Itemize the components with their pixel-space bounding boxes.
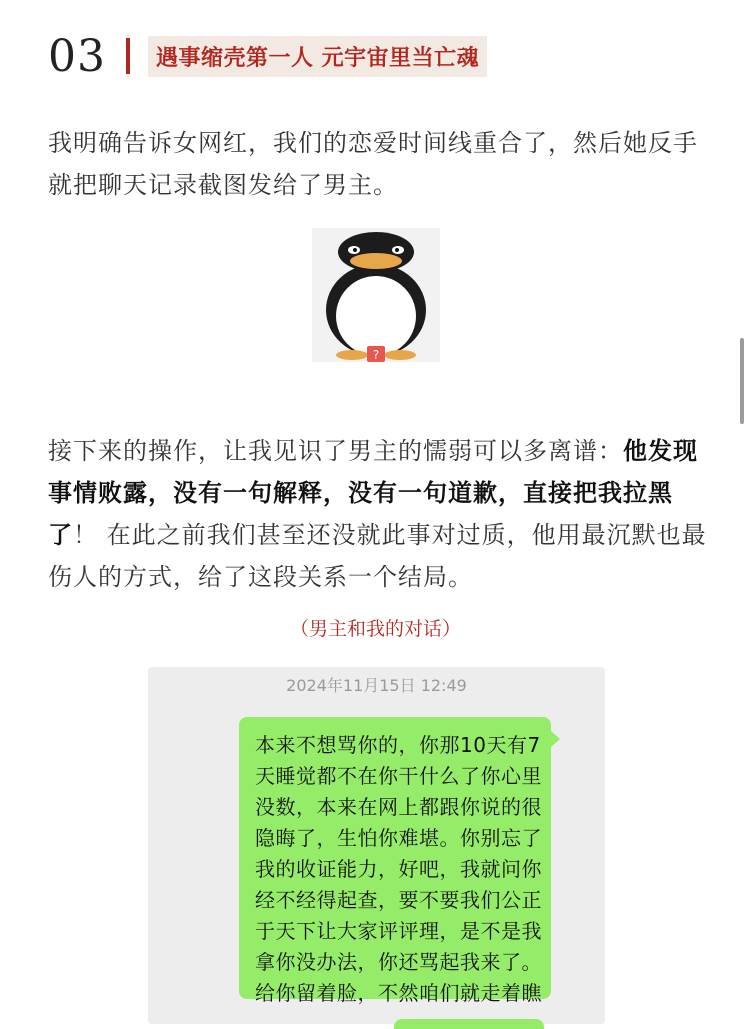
paragraph-1: 我明确告诉女网红，我们的恋爱时间线重合了，然后她反手就把聊天记录截图发给了男主。: [48, 129, 698, 199]
chat-message-bubble: 本来不想骂你的，你那10天有7天睡觉都不在你干什么了你心里没数，本来在网上都跟你说的很隐晦了，生怕你难堪。你别忘了我的收证能力，好吧，我就问你经不经得起查，要不要我们公正于天下让大家评评理，是不是我拿你没办法，你还骂起我来了。给你留着脸，不然咱们就走着瞧: [239, 717, 551, 999]
bubble-tail: [551, 731, 560, 747]
section-number: 03: [48, 30, 106, 82]
section-divider: [126, 38, 130, 74]
penguin-sticker-image: [312, 228, 440, 362]
scrollbar[interactable]: [740, 338, 744, 424]
chat-screenshot: [148, 667, 605, 1024]
next-message-bubble: [394, 1019, 544, 1029]
svg-text:?: ?: [372, 348, 380, 362]
paragraph-2-lead: 接下来的操作，让我见识了男主的懦弱可以多离谱：: [48, 437, 623, 465]
paragraph-2-bold: 他发现事情败露，没有一句解释，没有一句道歉，直接把我拉黑了: [48, 437, 698, 549]
penguin-icon: [312, 228, 440, 362]
section-title: 遇事缩壳第一人 元宇宙里当亡魂: [148, 36, 487, 77]
paragraph-2: [48, 430, 708, 598]
section-header: [48, 26, 487, 86]
image-caption: （男主和我的对话）: [289, 618, 461, 640]
chat-timestamp: 2024年11月15日 12:49: [286, 676, 467, 695]
paragraph-2-tail: ！ 在此之前我们甚至还没就此事对过质，他用最沉默也最伤人的方式，给了这段关系一个结局。: [48, 521, 707, 591]
